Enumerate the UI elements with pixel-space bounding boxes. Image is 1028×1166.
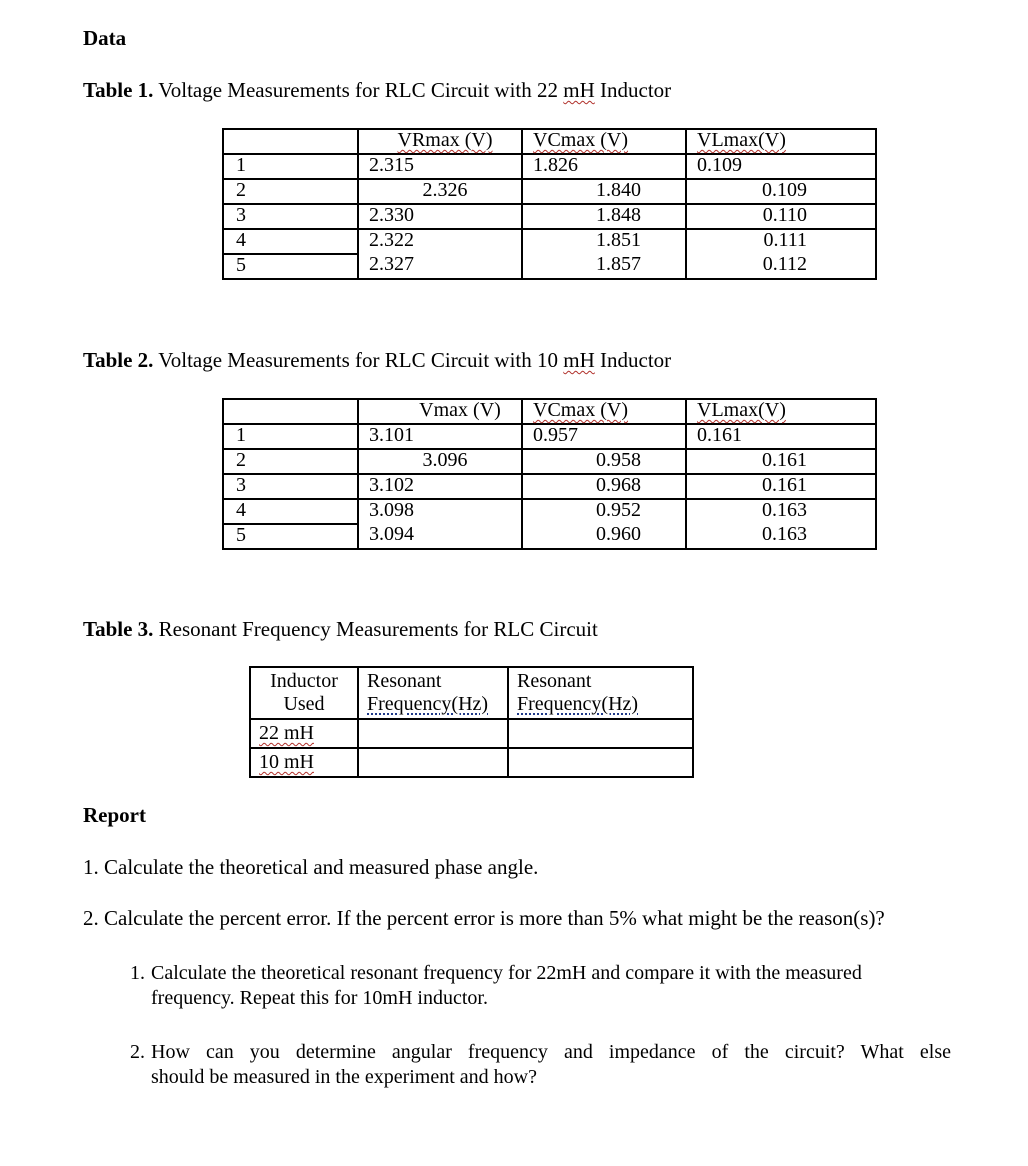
table-cell: 3.101 [358, 424, 522, 449]
table-row [223, 229, 876, 254]
table3-header-line: Used [283, 693, 325, 715]
table1-header-row [223, 129, 876, 154]
table-cell: 1 [223, 424, 358, 449]
report-item-1: 1. Calculate the theoretical and measured phase angle. [83, 855, 539, 879]
table-row [223, 179, 876, 204]
table-cell: 2.330 [358, 204, 522, 229]
table-cell: 3.094 [358, 524, 522, 549]
table-row [223, 474, 876, 499]
table-cell: 3.096 [358, 449, 522, 474]
table-row [250, 748, 693, 777]
table3-header-line: Inductor [270, 670, 338, 692]
subitem-number: 2. [130, 1041, 145, 1063]
report-item-2: 2. Calculate the percent error. If the percent error is more than 5% what might be the reason(s)? [83, 906, 885, 930]
table-cell: 0.952 [522, 499, 686, 524]
table-cell: 0.960 [522, 524, 686, 549]
table-cell: 0.109 [686, 179, 876, 204]
table-row [250, 719, 693, 748]
table2 [222, 398, 877, 550]
table1-header-cell [223, 129, 358, 154]
table-cell: 2.326 [358, 179, 522, 204]
table-cell: 2 [223, 179, 358, 204]
table-cell: 0.958 [522, 449, 686, 474]
table-cell: 1.826 [522, 154, 686, 179]
table1-caption-label: Table 1. [83, 78, 154, 102]
table3 [249, 666, 694, 778]
subitem-line: Calculate the theoretical resonant frequency for 22mH and compare it with the measured [151, 962, 862, 984]
table2-caption-unit: mH [563, 348, 595, 372]
table2-header-cell: VCmax (V) [522, 399, 686, 424]
table-cell: 4 [223, 229, 358, 254]
subitem-number: 1. [130, 962, 145, 984]
report-heading: Report [83, 803, 146, 827]
table-cell: 2.327 [358, 254, 522, 279]
table-row [223, 204, 876, 229]
table-cell: 0.111 [686, 229, 876, 254]
table-cell: 0.110 [686, 204, 876, 229]
table-cell: 2.322 [358, 229, 522, 254]
subitem-text [151, 961, 951, 1011]
table-cell [358, 719, 508, 748]
table3-header-line: Resonant [367, 670, 442, 692]
table1 [222, 128, 877, 280]
table3-caption-label: Table 3. [83, 617, 154, 641]
table3-header-line: Frequency(Hz) [517, 693, 639, 715]
table-cell: 0.112 [686, 254, 876, 279]
table-cell: 2 [223, 449, 358, 474]
table-row [223, 424, 876, 449]
table-cell: 0.109 [686, 154, 876, 179]
table-cell: 3.098 [358, 499, 522, 524]
table1-caption-end: Inductor [594, 78, 672, 102]
table-cell: 3 [223, 204, 358, 229]
table-cell [358, 748, 508, 777]
table-cell: 1.840 [522, 179, 686, 204]
table3-header-cell [358, 667, 508, 719]
table2-caption-end: Inductor [594, 348, 672, 372]
table-cell [508, 719, 693, 748]
table3-header-line: Resonant [517, 670, 592, 692]
table1-caption [83, 78, 671, 103]
subitem-line: frequency. Repeat this for 10mH inductor. [151, 987, 488, 1009]
table3-header-cell [250, 667, 358, 719]
table2-header-cell [223, 399, 358, 424]
table-cell: 0.163 [686, 499, 876, 524]
table-cell: 0.161 [686, 474, 876, 499]
table3-header-cell [508, 667, 693, 719]
subitem-text [151, 1040, 951, 1090]
table-cell: 0.161 [686, 424, 876, 449]
table2-caption-label: Table 2. [83, 348, 154, 372]
table1-header-cell: VRmax (V) [358, 129, 522, 154]
table3-header-row [250, 667, 693, 719]
table-row [223, 154, 876, 179]
table3-caption-text: Resonant Frequency Measurements for RLC Circuit [153, 617, 598, 641]
table-cell: 5 [223, 254, 358, 279]
table-cell: 1.851 [522, 229, 686, 254]
table-cell: 1.848 [522, 204, 686, 229]
table2-header-row [223, 399, 876, 424]
table-cell: 1 [223, 154, 358, 179]
table1-header-cell: VCmax (V) [522, 129, 686, 154]
table-cell: 3.102 [358, 474, 522, 499]
table-cell: 0.161 [686, 449, 876, 474]
table3-header-line: Frequency(Hz) [367, 693, 489, 715]
table2-header-cell: Vmax (V) [358, 399, 522, 424]
table-row [223, 499, 876, 524]
table-cell: 22 mH [250, 719, 358, 748]
subitem-line: How can you determine angular frequency and impedance of the circuit? What else [151, 1041, 951, 1063]
data-heading: Data [83, 26, 127, 50]
table-cell: 10 mH [250, 748, 358, 777]
table-row [223, 254, 876, 279]
subitem-line: should be measured in the experiment and how? [151, 1066, 537, 1088]
table1-caption-unit: mH [563, 78, 595, 102]
table2-caption [83, 348, 671, 373]
table-cell: 1.857 [522, 254, 686, 279]
table-cell: 2.315 [358, 154, 522, 179]
table-cell: 5 [223, 524, 358, 549]
table-cell: 4 [223, 499, 358, 524]
table-cell: 0.957 [522, 424, 686, 449]
table1-header-cell: VLmax(V) [686, 129, 876, 154]
table-cell: 0.968 [522, 474, 686, 499]
table2-caption-text: Voltage Measurements for RLC Circuit with 10 [153, 348, 564, 372]
table-row [223, 449, 876, 474]
table-cell: 0.163 [686, 524, 876, 549]
table-cell: 3 [223, 474, 358, 499]
table2-header-cell: VLmax(V) [686, 399, 876, 424]
table-cell [508, 748, 693, 777]
table1-caption-text: Voltage Measurements for RLC Circuit with 22 [153, 78, 564, 102]
table3-caption [83, 617, 598, 642]
table-row [223, 524, 876, 549]
